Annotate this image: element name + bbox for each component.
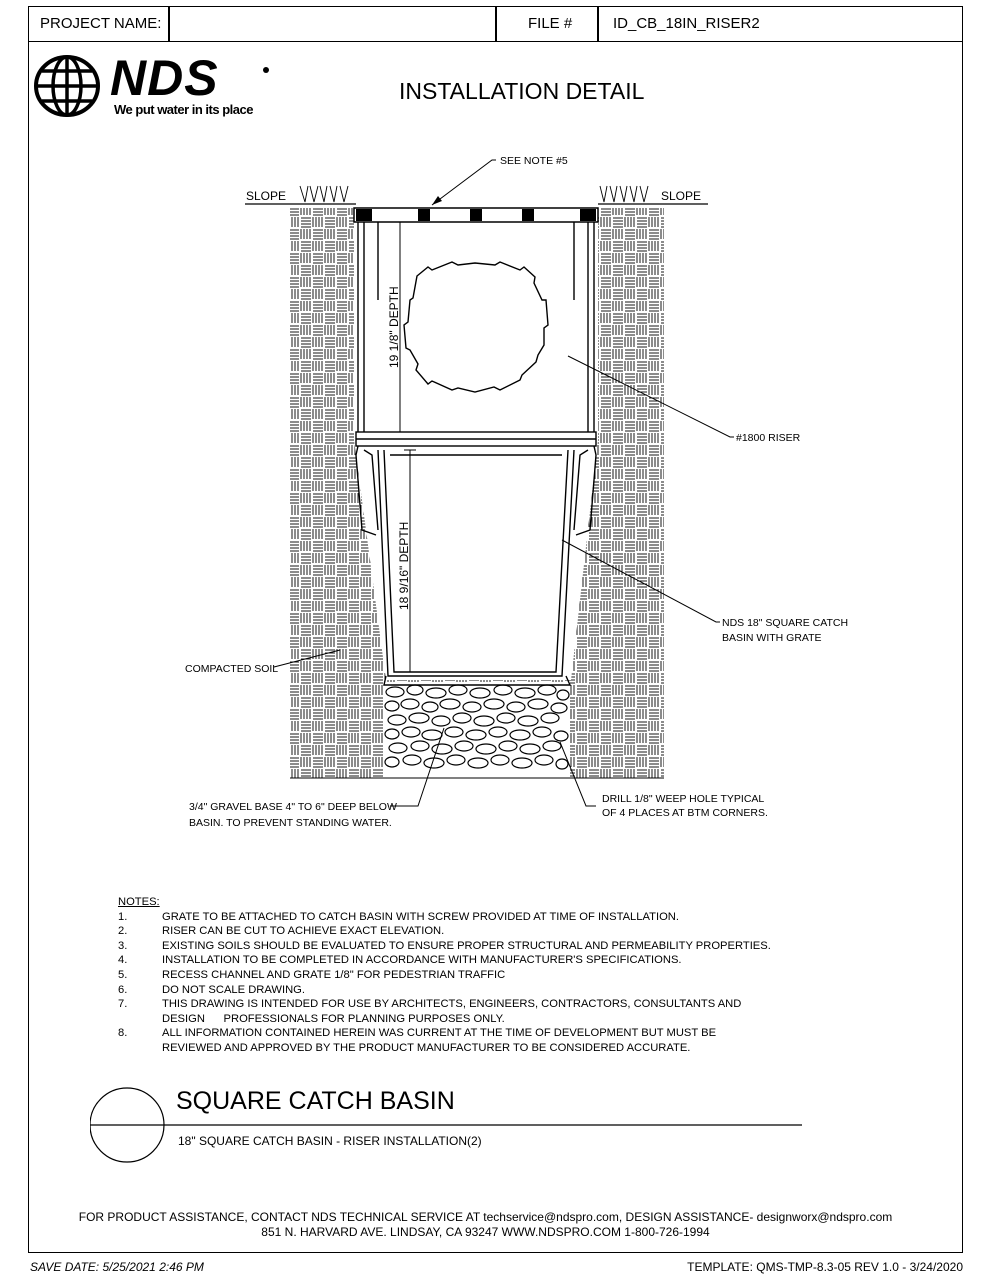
basin-label-line-1: NDS 18" SQUARE CATCH <box>722 617 849 629</box>
note-item: REVIEWED AND APPROVED BY THE PRODUCT MANUFACTURER TO BE CONSIDERED ACCURATE. <box>162 1041 691 1054</box>
drill-label-line-1: DRILL 1/8" WEEP HOLE TYPICAL <box>602 793 765 805</box>
logo-brand: NDS <box>110 50 219 106</box>
riser-label: #1800 RISER <box>736 432 801 444</box>
dim-lower-label: 18 9/16" DEPTH <box>397 521 411 610</box>
logo-tagline: We put water in its place <box>114 102 253 117</box>
template-id: TEMPLATE: QMS-TMP-8.3-05 REV 1.0 - 3/24/2020 <box>687 1260 963 1274</box>
drill-label-line-2: OF 4 PLACES AT BTM CORNERS. <box>602 807 768 819</box>
footer-contact-line-2: 851 N. HARVARD AVE. LINDSAY, CA 93247 WWW.NDSPRO.COM 1-800-726-1994 <box>261 1225 710 1239</box>
catch-basin-body <box>356 446 596 685</box>
basin-label-line-2: BASIN WITH GRATE <box>722 632 822 644</box>
see-note-label: SEE NOTE #5 <box>500 155 568 167</box>
note-item: 3. EXISTING SOILS SHOULD BE EVALUATED TO ENSURE PROPER STRUCTURAL AND PERMEABILITY PROPERTIES. <box>118 939 771 952</box>
note-item: 8. ALL INFORMATION CONTAINED HEREIN WAS CURRENT AT THE TIME OF DEVELOPMENT BUT MUST BE <box>118 1027 717 1040</box>
project-name-label: PROJECT NAME: <box>40 15 162 32</box>
file-label: FILE # <box>528 15 573 32</box>
gravel-base <box>384 682 570 778</box>
note-item: 6. DO NOT SCALE DRAWING. <box>118 983 305 996</box>
note-item: 2. RISER CAN BE CUT TO ACHIEVE EXACT ELEVATION. <box>118 925 445 938</box>
notes-section <box>118 895 771 1056</box>
note-item: 1. GRATE TO BE ATTACHED TO CATCH BASIN WITH SCREW PROVIDED AT TIME OF INSTALLATION. <box>118 910 679 923</box>
slope-right-label: SLOPE <box>661 189 702 203</box>
save-date: SAVE DATE: 5/25/2021 2:46 PM <box>30 1260 204 1274</box>
notes-heading: NOTES: <box>118 896 160 908</box>
footer-contact-line-1: FOR PRODUCT ASSISTANCE, CONTACT NDS TECHNICAL SERVICE AT techservice@ndspro.com, DESIGN ASSISTANCE- designworx@ndspro.com <box>78 1210 893 1224</box>
grass-marks <box>300 186 648 202</box>
slope-left-label: SLOPE <box>246 189 287 203</box>
grate <box>354 208 598 222</box>
gravel-label-line-2: BASIN. TO PREVENT STANDING WATER. <box>189 817 392 829</box>
dim-upper-label: 19 1/8" DEPTH <box>387 286 401 368</box>
note-item: 4. INSTALLATION TO BE COMPLETED IN ACCORDANCE WITH MANUFACTURER'S SPECIFICATIONS. <box>118 954 682 967</box>
file-number: ID_CB_18IN_RISER2 <box>613 15 760 32</box>
title-block-main: SQUARE CATCH BASIN <box>176 1087 455 1115</box>
title-block-sub: 18" SQUARE CATCH BASIN - RISER INSTALLATION(2) <box>178 1134 482 1148</box>
note-item: DESIGN PROFESSIONALS FOR PLANNING PURPOSES ONLY. <box>162 1012 505 1025</box>
note-item: 7. THIS DRAWING IS INTENDED FOR USE BY ARCHITECTS, ENGINEERS, CONTRACTORS, CONSULTANTS AND <box>118 998 742 1011</box>
note-item: 5. RECESS CHANNEL AND GRATE 1/8" FOR PEDESTRIAN TRAFFIC <box>118 968 506 981</box>
soil-label: COMPACTED SOIL <box>185 663 279 675</box>
page-title: INSTALLATION DETAIL <box>399 78 645 104</box>
gravel-label-line-1: 3/4" GRAVEL BASE 4" TO 6" DEEP BELOW <box>189 801 397 813</box>
